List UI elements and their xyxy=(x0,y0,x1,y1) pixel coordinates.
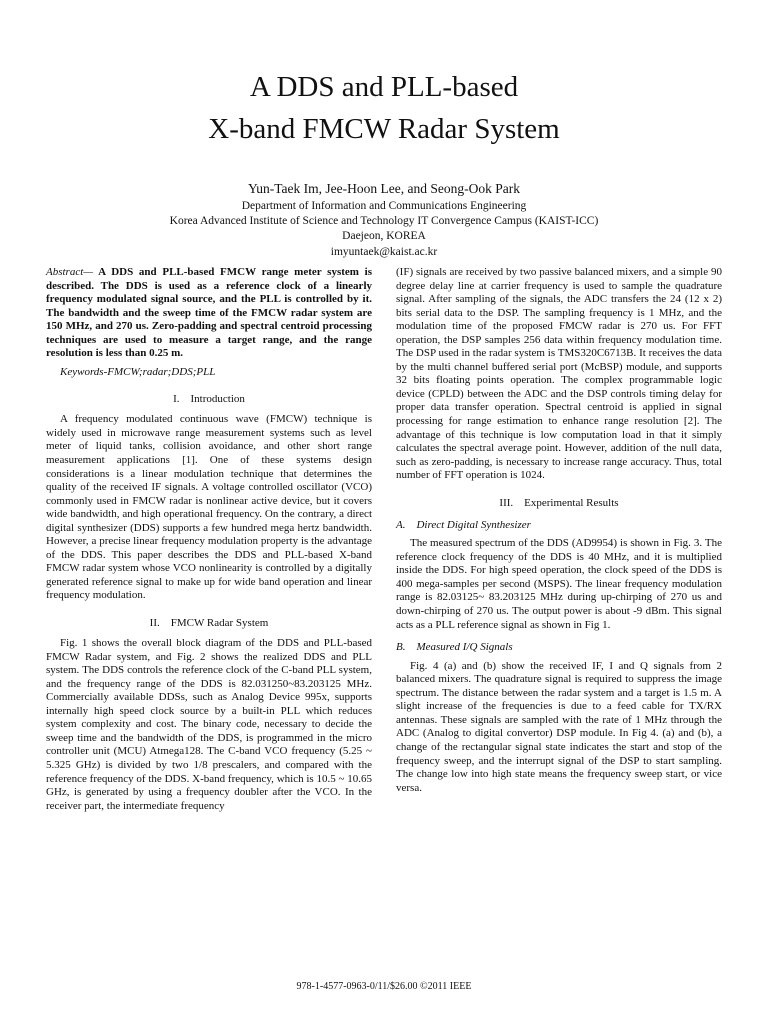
section-heading-fmcw-radar-system: II. FMCW Radar System xyxy=(149,617,269,630)
paper-title xyxy=(0,66,768,150)
abstract-lead: Abstract— xyxy=(46,266,94,278)
copyright-footer: 978-1-4577-0963-0/11/$26.00 ©2011 IEEE xyxy=(296,981,472,992)
abstract xyxy=(46,266,372,361)
affiliation-department: Department of Information and Communications Engineering xyxy=(241,200,527,212)
subsection-heading-iq-signals: B. Measured I/Q Signals xyxy=(396,641,513,654)
right-column xyxy=(396,266,722,795)
abstract-text: A DDS and PLL-based FMCW range meter system is described. The DDS is used as a reference clock of a linearly frequency modulated signal source, and the PLL is controlled by it. The bandwidth and the sweep time of the FMCW radar system are 150 MHz, and 270 us. Zero-padding and spectral centroid processing techniques are used to measure a target range, and the range resolution is less than 0.25 m. xyxy=(46,266,372,360)
title-line-2: X-band FMCW Radar System xyxy=(208,113,560,145)
affiliation-block xyxy=(0,199,768,260)
iq-paragraph: Fig. 4 (a) and (b) show the received IF, I and Q signals from 2 balanced mixers. The quadrature signal is required to suppress the image spectrum. The distance between the radar system and a target is 1.5 m. A slight increase of the frequencies is due to a feed cable for TX/RX antennas. These signals are sampled with the rate of 1 MHz through the ADC (Analog to digital convertor) DSP module. In Fig 4. (a) and (b), a change of the rectangular signal state indicates the start and stop of the frequency sweep, and the interrupt signal of the DSP to start sampling. The change low into high state means the frequency sweep start, or vice versa. xyxy=(396,659,722,794)
system-paragraph-continued: (IF) signals are received by two passive balanced mixers, and a simple 90 degree delay line at carrier frequency is used to sample the quadrature signal. After sampling of the signals, the ADC transfers the 24 (12 x 2) bits serial data to the DSP. The sampling frequency is 1 MHz, and the modulation time of the proposed FMCW radar is 270 us. For FFT operation, the DSP samples 256 data within frequency modulation time. The DSP used in the radar system is TMS320C6713B. It receives the data by the multi channel buffered serial port (McBSP) module, and supports 32 bits floating points operation. The complex programmable logic device (CPLD) between the ADC and the DSP controls timing delay for proper data transfer operation. Spectral centroid is applied in signal processing for range estimation to enhance range resolution [2]. The advantage of this technique is low computation load in that it simply calculates the spectral average point. However, addition of the null data, such as zero-padding, is necessary to increase range accuracy. Thus, total number of FFT operation is 1024. xyxy=(396,266,722,482)
section-heading-introduction: I. Introduction xyxy=(173,393,245,406)
section-heading-experimental-results: III. Experimental Results xyxy=(499,496,619,509)
system-paragraph: Fig. 1 shows the overall block diagram of the DDS and PLL-based FMCW Radar system, and Fig. 2 shows the realized DDS and PLL system. The DDS controls the reference clock of the C-band PLL system, and the frequency range of the DDS is 82.031250~83.203125 MHz. Commercially available DDSs, such as Analog Device 995x, supports internally high speed clock source by a built-in PLL which reduces system complexity and cost. The binary code, necessary to decide the sweep time and the bandwidth of the DDS, is programmed in the micro controller unit (MCU) Atmega128. The C-band VCO frequency (5.25 ~ 5.325 GHz) is divided by two 1/8 prescalers, and compared with the reference frequency of the DDS. X-band frequency, which is 10.5 ~ 10.65 GHz, is generated by using a frequency doubler after the VCO. In the receiver part, the intermediate frequency xyxy=(46,637,372,812)
author-list: Yun-Taek Im, Jee-Hoon Lee, and Seong-Ook Park xyxy=(248,181,520,196)
keywords: Keywords-FMCW;radar;DDS;PLL xyxy=(60,365,216,378)
left-column xyxy=(46,266,372,813)
introduction-paragraph: A frequency modulated continuous wave (FMCW) technique is widely used in microwave range measurement systems such as level meter of liquid tanks, collision avoidance, and other short range measurement applications [1]. One of these systems design considerations is a linear modulation technique that determines the quality of the received IF signals. A voltage controlled oscillator (VCO) commonly used in FMCW radar is nonlinear active device, but it covers wide bandwidth, and high operational frequency. On the contrary, a direct digital synthesizer (DDS) supports a few hundred mega hertz bandwidth. However, a precise linear frequency modulation property is the advantage of the DDS. This paper describes the DDS and PLL-based X-band FMCW radar system whose VCO nonlinearity is controlled by a digitally generated reference signal to make up for wide band operation and linear frequency modulation. xyxy=(46,413,372,602)
author-email[interactable]: imyuntaek@kaist.ac.kr xyxy=(330,245,438,258)
affiliation-institute: Korea Advanced Institute of Science and Technology IT Convergence Campus (KAIST-ICC) xyxy=(169,215,599,228)
dds-paragraph: The measured spectrum of the DDS (AD9954) is shown in Fig. 3. The reference clock frequency of the DDS is 40 MHz, and it is multiplied inside the DDS. For high speed operation, the clock speed of the DDS is 400 mega-samples per second (MSPS). The linear frequency modulation range is 82.03125~ 83.203125 MHz during up-chirping of 270 us and down-chirping of 270 us. The output power is about -9 dBm. This signal acts as a PLL reference signal as shown in Fig 1. xyxy=(396,537,722,631)
title-line-1: A DDS and PLL-based xyxy=(249,71,519,103)
subsection-heading-dds: A. Direct Digital Synthesizer xyxy=(396,518,531,531)
affiliation-location: Daejeon, KOREA xyxy=(342,230,426,243)
